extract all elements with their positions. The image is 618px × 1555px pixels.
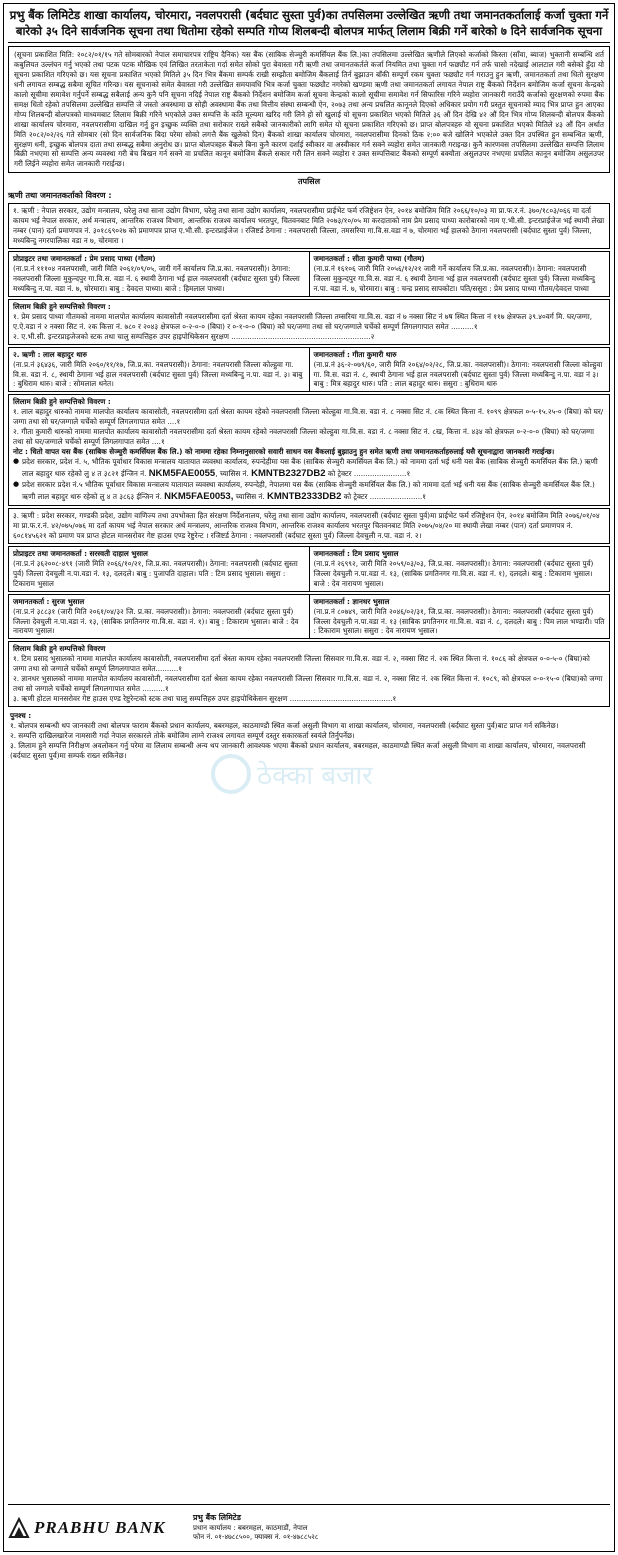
auction-item: २. ए.भी.सी. इन्टरप्राइजेजको स्टक तथा चालु सम्पत्तिहरु उपर हाइपोथिकेसन सुरक्षण .............................................................२ — [13, 331, 375, 341]
auction-title: लिलाम बिक्री हुने सम्पत्तिको विवरण : — [13, 397, 111, 407]
guarantor-details: (ना.प्र.नं ८०७४९, जारी मिति २०४६/०२/३१, जि.प्र.का. नवलपरासी)। ठेगाना: नवलपरासी (बर्दघाट सुस्ता पुर्व) जिल्ला देवचुली न.पा.वडा नं. १३ (साबिक प्रगतिनगर गा.वि.स. वडा नं. ८, दलदले। बाबु : पिम लाल भण्डारी। पति : टिकाराम भुसाल। ससुरा : देव नारायण भुसाल। — [313, 606, 605, 636]
borrower-1-intro — [8, 203, 610, 249]
vehicle-tail: को ट्रेक्टर .......................१ — [327, 468, 411, 478]
vehicle-text: प्रदेश सरकार, प्रदेश नं. ५, भौतिक पूर्वाधार विकास मन्त्रालय यातायात व्यवस्था कार्यालय, रुपन्देहीमा यस बैंक (साबिक सेञ्चुरी कमर्सियल बैंक लि.) को नाममा दर्ता भई धनी यस बैंक (साबिक सेञ्चुरी कमर्सियल बैंक लि.) ऋणी लाल बहादुर थारु रहेको लु ४ त ३८२१ ईन्जिन नं. — [22, 457, 598, 478]
postscript-item: २. सम्पत्ति दाखिलखारेज नामसारी गर्दा नेपाल सरकारले तोके बमोजिम लाग्ने राजश्व लगायत सम्पूर्ण दस्तुर सकारकर्ता स्वयंले तिर्नुपर्नेछ। — [10, 730, 355, 740]
postscript-item: ३. लिलाम हुने सम्पत्ति निरीक्षण अवलोकन गर्नु परेमा वा लिलाम सम्बन्धी अन्य थप जानकारी आवश्यक भएमा बैंकको प्रधान कार्यालय, बबरमहल, काठमाण्डौ स्थित कर्जा असुली विभाग वा शाखा कार्यालय, चोरमारा, नवलपरासी (बर्दघाट सुस्ता पुर्व)मा सम्पर्क राख्न सकिनेछ। — [10, 740, 586, 760]
bank-contact — [193, 1513, 318, 1544]
auction-item: २. गीता कुमारी थारुको नाममा मालपोत कार्यालय कावासोती नवलपरासीमा दर्ता श्रेस्ता कायम रहेको नवलपरासी जिल्ला कोल्हुवा गा.वि.स. वडा नं. ८ नक्सा सिट नं. ८ख, कित्ता नं. ४३४ को क्षेत्रफल ०-२-०-० (बिघा) को घर/जग्गा तथा सो घर/जग्गाले चर्चेको सम्पूर्ण लिगलगापात समेत ....१ — [13, 427, 594, 447]
bank-name: प्रभु बैंक लिमिटेड — [193, 1512, 241, 1522]
auction-item: १. लाल बहादुर थारुको नाममा मालपोत कार्यालय कावासोती, नवलपरासीमा दर्ता श्रेस्ता कायम रहेको नवलपरासी जिल्ला कोल्हुवा गा.वि.स. वडा नं. ८ नक्सा सिट नं. ८क स्थित कित्ता नं. १०९९ क्षेत्रफल ०-५-१५.२५-० (बिघा) को घर/जग्गा तथा सो घर/जग्गाले चर्चेको सम्पूर्ण लिगलगापात समेत ....१ — [13, 407, 604, 427]
guarantor-saraswati — [9, 547, 309, 591]
intro-box — [8, 46, 610, 173]
intro-text: (सूचना प्रकाशित मिति: २०८२/०१/१५ गते सोमबारको नेपाल समाचारपत्र राष्ट्रिय दैनिक) यस बैंक (साबिक सेञ्चुरी कमर्सियल बैंक लि.)का तपसिलमा उल्लेखित ऋणीले लिएको कर्जाको किस्ता (साँवा, ब्याज) भुक्तानी सम्बन्धि शर्त कबुलियत उल्लंघन गर्नु भएको तथा पटक पटक मौखिक एवं लिखित तरताकेता गर्दा समेत सोको पुरा बेवास्ता गरी ऋणी तथा जमानतकर्तले कर्जा नियमित तथा चुक्ता गर्न फछ्यौट गर्न तर्फ चासो नदेखाई आलटाल गरी बसेको हुँदा यो सूचना प्रकाशित गरिएको छ। यस सूचना प्रकाशित भएको मितिले ३५ दिन भित्र बैंकमा सम्पर्क राखी सम्झौता बमोजिम बैंकलाई तिर्न बुझाउन बाँकी सम्पूर्ण रकम चुक्ता फछ्यौट गर्न गराउनु हुन ऋणी, जमानतकर्ता तथा धितो सुरक्षण धनी लगायत सम्बद्ध सबैमा सूचित गरिन्छ। यस सूचनाको समेत बेवास्ता गरी उल्लेखित समयावधि भित्र कर्जा चुक्ता फछ्यौट नगरेको खण्डमा ऋणी तथा जमानतकर्ता लगायत नेपाल राष्ट्र बैंकको निर्देशन बमोजिम कर्जा सूचना केन्द्रको कालो सूचीमा समावेश गर्नुपर्ने सम्बद्ध सबैलाई अन्य कुनै पनि सूचना नदिई नेपाल राष्ट्र बैंकको निर्देशन बमोजिम कर्जा सूचना केन्द्रको कालो सूचीमा समावेश गर्न सिफारिस गरिने व्यहोरा जानकारी गराउँदै कर्जाको सुरक्षणको रुपमा बैंक समक्ष धितो रहेको तपसिलमा उल्लेखित सम्पत्ति जे जस्तो अवस्थामा छ सोही अवस्थामा बैंक तथा वित्तीय संस्था सम्बन्धी ऐन, २०७३ तथा अन्य प्रचलित कानूनले दिएको अधिकार प्रयोग गरी प्रस्तुत सूचनाको म्याद भित्र प्राप्त हुन आएका गोप्य शिलबन्दी बोलपत्रको माध्यमबाट लिलाम बिक्री गरिने भएकोले उक्त सम्पत्ति के कति मूल्यमा खरिद गरी लिने हो सो खुलाई यो सूचना प्रकाशित भएको मितिले ३६ औं दिन देखि ४२ औं दिन भित्र गोप्य शिलबन्दी बोलपत्र बैंकको शाखा कार्यालय चोरमारा, नवलपरासीमा दाखिल गर्नु हुन इच्छुक व्यक्ति तथा सरोकार राख्ने सबैको जानकारीको लागि समेत यो सूचना प्रकाशित गरिएको छ। प्राप्त बोलपत्रहरु यो सूचना प्रकाशित भएको मितिले ४३ औं दिन अर्थात मिति २०८२/०२/२६ गते सोमबार (सो दिन सार्वजनिक बिदा परेमा सोको लगत्तै बैंक खुलेको दिन) बैंकको शाखा कार्यालय चोरमारा, नवलपरासीमा दिनको ठिक २:०० बजे खोलिने भएकोले उक्त दिन उपस्थित हुन सम्बन्धित ऋणी, सुरक्षण धनी, इच्छुक बोलपत्र दाता तथा सम्बद्ध सबैमा अनुरोध छ। प्राप्त बोलपत्रहरु बैंकले बिना कुनै कारण दर्शाई स्वीकार वा अस्वीकार गर्न सक्ने व्यहोरा समेत जानकारी गराइन्छ। कुनै कारणवस तपसिलमा उल्लेखित सम्पत्ति लिलाम बिक्री नभएमा सो सम्पत्ति अन्य व्यवस्था गरी बेच बिखन गर्न सक्ने वा प्रचलित कानून बमोजिम बैंकले सकार गरी लिन सक्ने व्यहोरा र उक्त सम्पत्तिबाट बैंकको सम्पूर्ण बक्यौता असुलउपर नभएमा प्रचलित कानून बमोजिम असुलउपर गरी लिईने व्यहोरा समेत जानकारी गराईन्छ। — [14, 50, 604, 169]
logo-text: PRABHU BANK — [34, 1518, 166, 1538]
borrower-3-text: ३. ऋणी : प्रदेश सरकार, गण्डकी प्रदेश, उद्योग वाणिज्य तथा उपभोक्ता हित संरक्षण निर्देशनालय, घरेलु तथा साना उद्योग कार्यालय, नवलपरासी (बर्दघाट सुस्ता पुर्व)मा प्राईभेट फर्म रजिष्ट्रेशन ऐन, २०१४ बमोजिम मिति २०७६/०१/०४ मा प्रा.फ.र.नं. ४२/०७५/०७६ मा दर्ता कायम भई नेपाल सरकार अर्थ मन्त्रालय, आन्तरिक राजश्व विभाग, आन्तरिक राजश्व कार्यालय भरतपुर चितवनबाट मिति २०७५/०४/२० मा स्थायी लेखा नम्बर (पान) दर्ता प्रमाणपत्र नं. ६०८१४५६२१ को प्रमाण पत्र प्राप्त होटल मानसरोवर गेष्ट हाउस एण्ड रेष्टुरेन्ट । रजिष्टर्ड ठेगाना : नवलपरासी (बर्दघाट सुस्ता पुर्व) जिल्ला देवचुली न.पा. वडा नं. २। — [13, 511, 600, 540]
borrower-1-text: १. ऋणी : नेपाल सरकार, उद्योग मन्त्रालय, घरेलु तथा साना उद्योग विभाग, घरेलु तथा साना उद्योग कार्यालय, नवलपरासीमा प्राईभेट फर्म रजिष्ट्रेशन ऐन, २०१४ बमोजिम मिति २०६६/१०/०३ मा प्रा.फ.र.नं. ३७०/१८०३/०६६ मा दर्ता कायम भई नेपाल सरकार, अर्थ मन्त्रालय, आन्तरिक राजश्व विभाग, आन्तरिक राजश्व कार्यालय भरतपुर, चितवनबाट मिति २०७३/१०/०५ मा करदाताको नाम प्रेम प्रसाद पाध्या कारोबारको नाम ए.भी.सी. इन्टरप्राईजेज भई स्थायी लेखा नम्बर (पान) दर्ता प्रमाणपत्र नं. ३०१८६९०२७ को प्रमाणपत्र प्राप्त ए.भी.सी. इन्टरप्राईजेज । रजिष्टर्ड ठेगाना : नवलपरासी जिल्ला, तमसरिया गा.वि.स.वडा नं ७, चोरमारा भई हालको ठेगाना नवलपरासी (बर्दघाट सुस्ता पुर्व) जिल्ला, मध्यबिन्दु नगरपालिका वडा न ७, चोरमारा । — [13, 206, 605, 246]
auction-item: ३. ऋणी होटल मानसरोवर गेष्ट हाउस एण्ड रेष्टुरेन्टको स्टक तथा चालु सम्पत्तिहरु उपर हाइपोथिकेसन सुरक्षण .............................................१ — [13, 694, 397, 704]
guarantor-title: प्रोप्राइटर तथा जमानतकर्ता : प्रेम प्रसाद पाध्या (गौतम) — [13, 254, 156, 264]
guarantor-details: (ना.प्र.नं १६१०६ जारी मिति २०५६/१२/२१ जारी गर्ने कार्यालय जि.प्र.का. नवलपरासी)। ठेगाना: नवलपरासी जिल्ला मुकुन्दपुर गा.वि.स. वडा नं. ६ स्थायी ठेगाना भई हाल नवलपरासी (बर्दघाट सुस्ता पुर्व) जिल्ला मध्यबिन्दु न.पा. वडा नं. ७, चोरमारा। बाबु : चन्द्र प्रसाद सापकोटा। पति/ससुरा : प्रेम प्रसाद पाध्या गौतम/देवदत्त पाध्या — [313, 264, 595, 293]
guarantor-tim — [309, 547, 610, 591]
auction-title: लिलाम बिक्री हुने सम्पत्तिको विवरण : — [13, 301, 111, 311]
borrower-lal — [9, 348, 309, 392]
chassis-label: च्यासिस नं. — [235, 491, 265, 501]
postscript-title: पुनश्च : — [10, 711, 32, 721]
borrower-1-guarantors — [8, 251, 610, 297]
guarantor-title: प्रोप्राइटर तथा जमानतकर्ता : सरस्वती दाहाल भुसाल — [13, 548, 148, 558]
borrower-section-title: ऋणी तथा जमानतकर्ताको विवरण : — [8, 191, 112, 201]
borrower-2-parties — [8, 347, 610, 393]
vehicle-item — [13, 480, 605, 503]
chassis-label: च्यासिस नं. — [219, 468, 249, 478]
guarantor-title: जमानतकर्ता : गीता कुमारी थारु — [313, 349, 397, 359]
borrower-details: (ना.प्र.नं ३६४३६, जारी मिति २०६०/११/१७, जि.प्र.का. नवलपरासी)। ठेगाना: नवलपरासी जिल्ला कोल्हुवा गा. वि.स. वडा नं. ८, स्थायी ठेगाना भई हाल नवलपरासी (बर्दघाट सुस्ता पुर्व) जिल्ला मध्यबिन्दु न.पा. वडा नं. ३। बाबु : बुधिराम थारु। बाजे : सोमलाल थनेत। — [13, 359, 303, 389]
vehicle-tail: को ट्रेक्टर .......................१ — [343, 491, 427, 501]
guarantor-details: (ना.प्र.नं १११०४ नवलपरासी, जारी मिति २०६१/०९/०५, जारी गर्ने कार्यालय जि.प्र.का. नवलपरासी)। ठेगाना: नवलपरासी जिल्ला मुकुन्दपुर गा.वि.स. वडा नं. ६ स्थायी ठेगाना भई हाल नवलपरासी (बर्दघाट सुस्ता पुर्व) जिल्ला मध्यबिन्दु न.पा. वडा नं. ७, चोरमारा। बाबु : देवदत्त पाध्या। बाजे : हिमलाल पाध्या। — [13, 264, 300, 293]
vehicle-item: ● प्रदेश सरकार, प्रदेश नं. ५, भौतिक पूर्वाधार विकास मन्त्रालय यातायात व्यवस्था कार्यालय, रुपन्देहीमा यस बैंक (साबिक सेञ्चुरी कमर्सियल बैंक लि.) को नाममा दर्ता भई धनी यस बैंक (साबिक सेञ्चुरी कमर्सियल बैंक लि.) ऋणी लाल बहादुर थारु रहेको लु ४ त ३८२१ ईन्जिन नं. NKM5FAE0055, च्यासिस नं. KMNTB2327DB2 को ट्रेक्टर .......................१ — [13, 457, 605, 480]
engine-number: NKM5FAE0055 — [148, 467, 216, 479]
auction-item: १. टिम प्रसाद भुसालको नाममा मालपोत कार्यालय कावासोती, नवलपरासीमा दर्ता श्रेस्ता कायम रहेका नवलपरासी जिल्ला सिसवार गा.वि.स. वडा नं. २, नक्सा सिट नं. २क स्थित कित्ता नं. १०८६ को क्षेत्रफल ०-०-५-० (बिघा)को जग्गा तथा सो जग्गाले चर्चेको सम्पूर्ण लिगलगापात समेत..........१ — [13, 654, 590, 674]
guarantor-suraj — [9, 595, 309, 639]
vehicle-text: प्रदेश सरकार प्रदेश नं.५ भौतिक पूर्वाधार विकास मन्त्रालय यातायात व्यवस्था कार्यालय, रुपन्देही, नेपालमा यस बैंक (साबिक सेञ्चुरी कमर्सियल बैंक लि.) को नाममा दर्ता भई धनी यस बैंक (साबिक सेञ्चुरी कमर्सियल बैंक लि.) ऋणी लाल बहादुर थारु रहेको लु ४ त ३८६३ ईन्जिन नं. — [22, 480, 595, 501]
borrower-3-guarantors-b — [8, 594, 610, 640]
borrower-2-auction — [8, 394, 610, 506]
guarantor-prem — [9, 252, 309, 296]
vehicle-note: नोट : धितो वापत यस बैंक (साबिक सेञ्चुरी कमर्सियल बैंक लि.) को नाममा रहेका निम्नानुसारको सवारी साधन यस बैंकलाई बुझाउनु हुन समेत ऋणी तथा जमानतकर्ताहरुलाई यसै सूचनाद्वारा जानकारी गराईन्छ। — [13, 447, 555, 457]
auction-title: लिलाम बिक्री हुने सम्पत्तिको विवरण — [13, 644, 106, 654]
borrower-3-auction — [8, 641, 610, 707]
borrower-3-intro — [8, 508, 610, 544]
guarantor-sita — [309, 252, 610, 296]
guarantor-title: जमानतकर्ता : सीता कुमारी पाध्या (गौतम) — [313, 254, 425, 264]
chassis-number: KMNTB2327DB2 — [251, 467, 326, 479]
guarantor-title: जमानतकर्ता : टिम प्रसाद भुसाल — [313, 548, 399, 558]
chassis-number: KMNTB2333DB2 — [266, 490, 342, 502]
borrower-1-auction — [8, 299, 610, 345]
postscript-item: १. बोलपत्र सम्बन्धी थप जानकारी तथा बोलपत्र फाराम बैंकको प्रधान कार्यालय, बबरमहल, काठमाण्डौ स्थित कर्जा असुली विभाग वा शाखा कार्यालय, चोरमारा, नवलपरासी (बर्दघाट सुस्ता पुर्व)बाट प्राप्त गर्न सकिनेछ। — [10, 720, 559, 730]
watermark-text: ठेक्का बजार — [257, 761, 373, 791]
auction-item: १. प्रेम प्रसाद पाध्या गौतमको नाममा मालपोत कार्यालय कावासोती नवलपरासीमा दर्ता श्रेस्ता कायम रहेका नवलपरासी जिल्ला तम्सरिया गा.वि.स. वडा नं ७ नक्सा सिट नं ७ष स्थित कित्ता नं ११७ क्षेत्रफल ३९.४०वर्ग मि. घर/जग्गा, ए.ऐ.वडा नं २ नक्सा सिट नं. २क कित्ता नं. ७८० र २०४३ क्षेत्रफल ०-२-०-० (बिघा) र ०-१-०-० (बिघा) को घर/जग्गा तथा सो घर/जग्गाले चर्चेको सम्पूर्ण लिगलगापात समेत ..........१ — [13, 311, 592, 331]
notice-page — [3, 3, 615, 1552]
borrower-3-guarantors-a — [8, 546, 610, 592]
borrower-title: २. ऋणी : लाल बहादुर थारु — [13, 349, 87, 359]
postscript — [8, 709, 610, 763]
guarantor-title: जमानतकर्ता : ज्ञानधर भुसाल — [313, 596, 390, 606]
bank-logo — [8, 1516, 183, 1539]
guarantor-gita — [309, 348, 610, 392]
footer — [8, 1504, 610, 1548]
engine-number: NKM5FAE0053, — [164, 490, 234, 502]
guarantor-title: जमानतकर्ता : सुरज भुसाल — [13, 596, 85, 606]
prabhu-logo-icon — [8, 1517, 30, 1539]
contact-numbers: फोन नं. ०१-४७८८५००, फ्याक्स नं. ०१-४७८८५२८ — [193, 1533, 319, 1542]
notice-title: प्रभु बैंक लिमिटेड शाखा कार्यालय, चोरमारा, नवलपरासी (बर्दघाट सुस्ता पुर्व)का तपसिलमा उल्लेखित ऋणी तथा जमानतकर्तालाई कर्जा चुक्ता गर्ने बारेको ३५ दिने सार्वजनिक सूचना तथा धितोमा रहेको सम्पति गोप्य शिलबन्दी बोलपत्र मार्फत् लिलाम बिक्री गर्ने बारेको ७ दिने सार्वजनिक सूचना — [8, 7, 610, 43]
auction-item: २. ज्ञानधर भुसालको नाममा मालपोत कार्यालय कावासोती, नवलपरासीमा दर्ता श्रेस्ता कायम रहेका नवलपरासी जिल्ला सिसवार गा.वि.स. वडा नं. २, नक्सा सिट नं. २क स्थित कित्ता नं. १०८९, को क्षेत्रफल ०-०-१५-० (बिघा)को जग्गा तथा सो जग्गाले चर्चेको सम्पूर्ण लिगलगापात समेत ..........१ — [13, 674, 603, 694]
guarantor-details: (ना.प्र.नं २६९९२, जारी मिति २०५९/०३/०३, जि.प्र.का. नवलपरासी)। ठेगाना: नवलपरासी (बर्दघाट सुस्ता पुर्व) जिल्ला देवचुली न.पा.वडा नं. १३, (साबिक प्रगतिनगर गा.वि.स. वडा नं. १), दलदले। बाबु : टिकाराम भुसाल। बाजे : देव नारायण भुसाल। — [313, 558, 594, 588]
guarantor-details: (ना.प्र.नं ३८८३१ (जारी मिति २०६१/०४/३२ जि. प्र.का. नवलपरासी)। ठेगाना: नवलपरासी (बर्दघाट सुस्ता पुर्व) जिल्ला देवचुली न.पा.वडा नं. १३, (साबिक प्रगतिनगर गा.वि.स. वडा नं. १)। बाबु : टिकाराम भुसाल। बाजे : देव नारायण भुसाल। — [13, 606, 299, 636]
guarantor-gyandhar — [309, 595, 610, 639]
head-office: प्रधान कार्यालय : बबरमहल, काठमाडौं, नेपाल — [193, 1523, 308, 1532]
tapasil-heading: तपसिल — [297, 177, 320, 187]
guarantor-details: (ना.प्र.नं ३६-२-०७९/६०, जारी मिति २०६४/०२/२८, जि.प्र.का. नवलपरासी)। ठेगाना: नवलपरासी जिल्ला कोल्हुवा गा. वि.स. वडा नं. ८, स्थायी ठेगाना भई हाल नवलपरासी (बर्दघाट सुस्ता पुर्व) जिल्ला मध्यबिन्दु न.पा. वडा नं ३। बाबु : मित्र बहादुर थारु। पति : लाल बहादुर थारु। ससुरा : बुधिराम थारु — [313, 359, 603, 389]
guarantor-details: (ना.प्र.नं ३६२००८-४९१ (जारी मिति २०६६/१०/२१, जि.प्र.का. नवलपरासी)। ठेगाना: नवलपरासी (बर्दघाट सुस्ता पुर्व) जिल्ला देवचुली न.पा.वडा नं. १३, दलदले। बाबु : पुजापति दाहाल। पति : टिम प्रसाद भुसाल। ससुरा : टिकाराम भुसाल — [13, 558, 298, 588]
